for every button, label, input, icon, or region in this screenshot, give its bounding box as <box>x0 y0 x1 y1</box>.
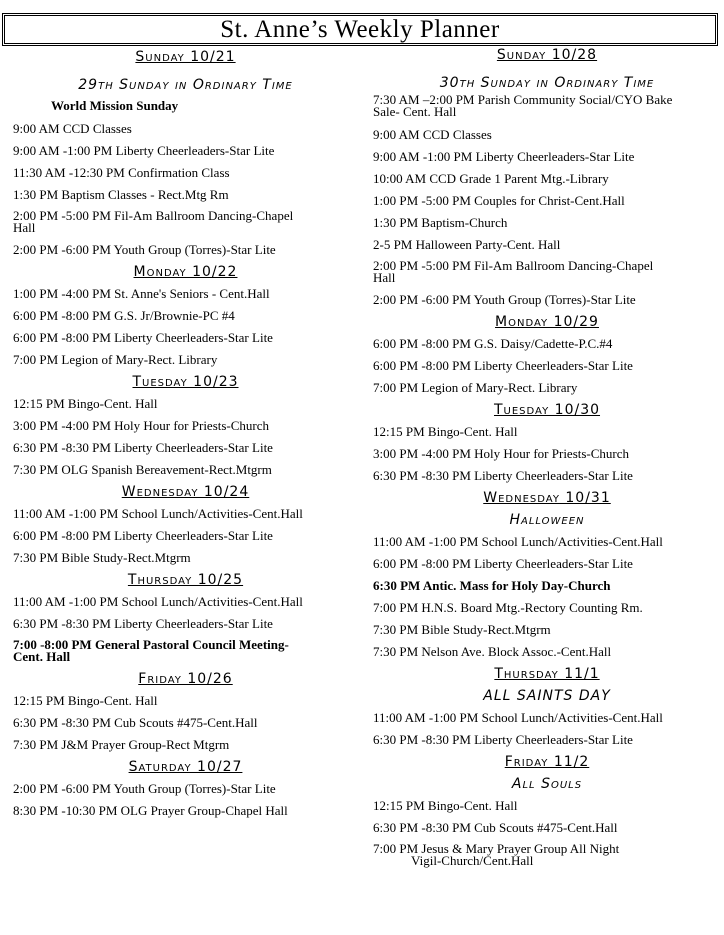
event-item: 11:00 AM -1:00 PM School Lunch/Activities-Cent.Hall <box>373 710 663 725</box>
event-item-multiline <box>13 206 358 239</box>
event-item: 6:30 PM -8:30 PM Liberty Cheerleaders-Star Lite <box>373 468 633 483</box>
event-item: 6:00 PM -8:00 PM Liberty Cheerleaders-Star Lite <box>13 330 273 345</box>
event-item: 7:00 PM H.N.S. Board Mtg.-Rectory Counting Rm. <box>373 600 643 615</box>
day-heading: Friday 11/2 <box>504 754 590 770</box>
event-line: Vigil-Church/Cent.Hall <box>411 853 534 868</box>
day-heading: Tuesday 10/23 <box>132 374 239 390</box>
event-item: 9:00 AM -1:00 PM Liberty Cheerleaders-Star Lite <box>373 149 635 164</box>
event-item: 6:00 PM -8:00 PM G.S. Daisy/Cadette-P.C.#4 <box>373 336 613 351</box>
day-heading: Thursday 10/25 <box>127 572 244 588</box>
left-column <box>13 46 358 822</box>
event-item: 1:00 PM -4:00 PM St. Anne's Seniors - Cent.Hall <box>13 286 270 301</box>
event-item: 12:15 PM Bingo-Cent. Hall <box>373 424 518 439</box>
event-line: Hall <box>13 220 36 235</box>
event-item: 2:00 PM -6:00 PM Youth Group (Torres)-Star Lite <box>373 292 636 307</box>
event-item: 7:30 PM OLG Spanish Bereavement-Rect.Mtgrm <box>13 462 272 477</box>
day-heading: Wednesday 10/31 <box>483 490 611 506</box>
event-item: 6:00 PM -8:00 PM Liberty Cheerleaders-Star Lite <box>13 528 273 543</box>
event-item: 11:30 AM -12:30 PM Confirmation Class <box>13 165 230 180</box>
event-item: 7:30 PM Bible Study-Rect.Mtgrm <box>373 622 551 637</box>
event-item: 7:00 PM Legion of Mary-Rect. Library <box>373 380 578 395</box>
day-heading: Thursday 11/1 <box>494 666 600 682</box>
event-item-highlighted: 6:30 PM Antic. Mass for Holy Day-Church <box>373 578 611 593</box>
event-item: 11:00 AM -1:00 PM School Lunch/Activities-Cent.Hall <box>373 534 663 549</box>
event-item: 3:00 PM -4:00 PM Holy Hour for Priests-Church <box>373 446 630 461</box>
day-heading: Wednesday 10/24 <box>121 484 250 500</box>
feast-subheading: All Souls <box>511 776 583 792</box>
event-item-multiline <box>373 839 721 872</box>
event-item: 8:30 PM -10:30 PM OLG Prayer Group-Chapel Hall <box>13 803 288 818</box>
day-heading: Sunday 10/28 <box>496 47 598 63</box>
event-item-multiline <box>373 94 721 124</box>
feast-subheading: Halloween <box>509 512 585 528</box>
event-item: 2:00 PM -6:00 PM Youth Group (Torres)-Star Lite <box>13 781 276 796</box>
feast-subheading: 29th Sunday in Ordinary Time <box>78 77 293 93</box>
planner-title: St. Anne’s Weekly Planner <box>220 16 500 43</box>
event-item-multiline <box>13 635 358 668</box>
event-item: 9:00 AM CCD Classes <box>13 121 132 136</box>
event-line: Cent. Hall <box>13 649 71 664</box>
event-item: 7:30 PM Bible Study-Rect.Mtgrm <box>13 550 191 565</box>
event-item: 7:00 PM Legion of Mary-Rect. Library <box>13 352 218 367</box>
right-column <box>373 44 721 872</box>
event-item: 1:30 PM Baptism-Church <box>373 215 508 230</box>
event-item: 6:30 PM -8:30 PM Liberty Cheerleaders-Star Lite <box>373 732 633 747</box>
event-item: 11:00 AM -1:00 PM School Lunch/Activities-Cent.Hall <box>13 506 303 521</box>
event-item: 10:00 AM CCD Grade 1 Parent Mtg.-Library <box>373 171 609 186</box>
day-heading: Monday 10/29 <box>495 314 599 330</box>
event-item: 9:00 AM -1:00 PM Liberty Cheerleaders-Star Lite <box>13 143 275 158</box>
event-line: Sale- Cent. Hall <box>373 104 457 119</box>
event-item: 9:00 AM CCD Classes <box>373 127 492 142</box>
event-item: 12:15 PM Bingo-Cent. Hall <box>373 798 518 813</box>
feast-subheading: 30th Sunday in Ordinary Time <box>439 75 655 91</box>
event-item: 6:30 PM -8:30 PM Liberty Cheerleaders-Star Lite <box>13 440 273 455</box>
feast-subheading: ALL SAINTS DAY <box>483 688 611 704</box>
event-item: 2:00 PM -6:00 PM Youth Group (Torres)-Star Lite <box>13 242 276 257</box>
day-heading: Sunday 10/21 <box>135 49 236 65</box>
event-item: 6:00 PM -8:00 PM Liberty Cheerleaders-Star Lite <box>373 556 633 571</box>
special-note: World Mission Sunday <box>51 98 179 113</box>
event-item: 6:30 PM -8:30 PM Liberty Cheerleaders-Star Lite <box>13 616 273 631</box>
event-item: 11:00 AM -1:00 PM School Lunch/Activities-Cent.Hall <box>13 594 303 609</box>
event-item: 2-5 PM Halloween Party-Cent. Hall <box>373 237 561 252</box>
event-item: 6:30 PM -8:30 PM Cub Scouts #475-Cent.Hall <box>13 715 258 730</box>
event-item: 12:15 PM Bingo-Cent. Hall <box>13 396 158 411</box>
event-item: 6:30 PM -8:30 PM Cub Scouts #475-Cent.Hall <box>373 820 618 835</box>
planner-title-box <box>2 13 718 46</box>
event-item: 7:30 PM J&M Prayer Group-Rect Mtgrm <box>13 737 230 752</box>
event-item: 6:00 PM -8:00 PM G.S. Jr/Brownie-PC #4 <box>13 308 235 323</box>
event-line: Hall <box>373 270 396 285</box>
event-line: 2:00 PM -5:00 PM Fil-Am Ballroom Dancing-Chapel <box>373 258 654 273</box>
event-item: 3:00 PM -4:00 PM Holy Hour for Priests-Church <box>13 418 270 433</box>
event-item: 1:30 PM Baptism Classes - Rect.Mtg Rm <box>13 187 229 202</box>
event-line: 7:00 -8:00 PM General Pastoral Council Meeting- <box>13 637 289 652</box>
event-item: 12:15 PM Bingo-Cent. Hall <box>13 693 158 708</box>
event-item: 1:00 PM -5:00 PM Couples for Christ-Cent.Hall <box>373 193 625 208</box>
event-line: 7:30 AM –2:00 PM Parish Community Social/CYO Bake <box>373 92 673 107</box>
day-heading: Friday 10/26 <box>138 671 233 687</box>
event-line: 7:00 PM Jesus & Mary Prayer Group All Night <box>373 841 620 856</box>
day-heading: Monday 10/22 <box>133 264 238 280</box>
event-line: 2:00 PM -5:00 PM Fil-Am Ballroom Dancing-Chapel <box>13 208 294 223</box>
event-item: 6:00 PM -8:00 PM Liberty Cheerleaders-Star Lite <box>373 358 633 373</box>
event-item: 7:30 PM Nelson Ave. Block Assoc.-Cent.Hall <box>373 644 612 659</box>
day-heading: Tuesday 10/30 <box>493 402 601 418</box>
event-item-multiline <box>373 256 721 289</box>
day-heading: Saturday 10/27 <box>128 759 243 775</box>
